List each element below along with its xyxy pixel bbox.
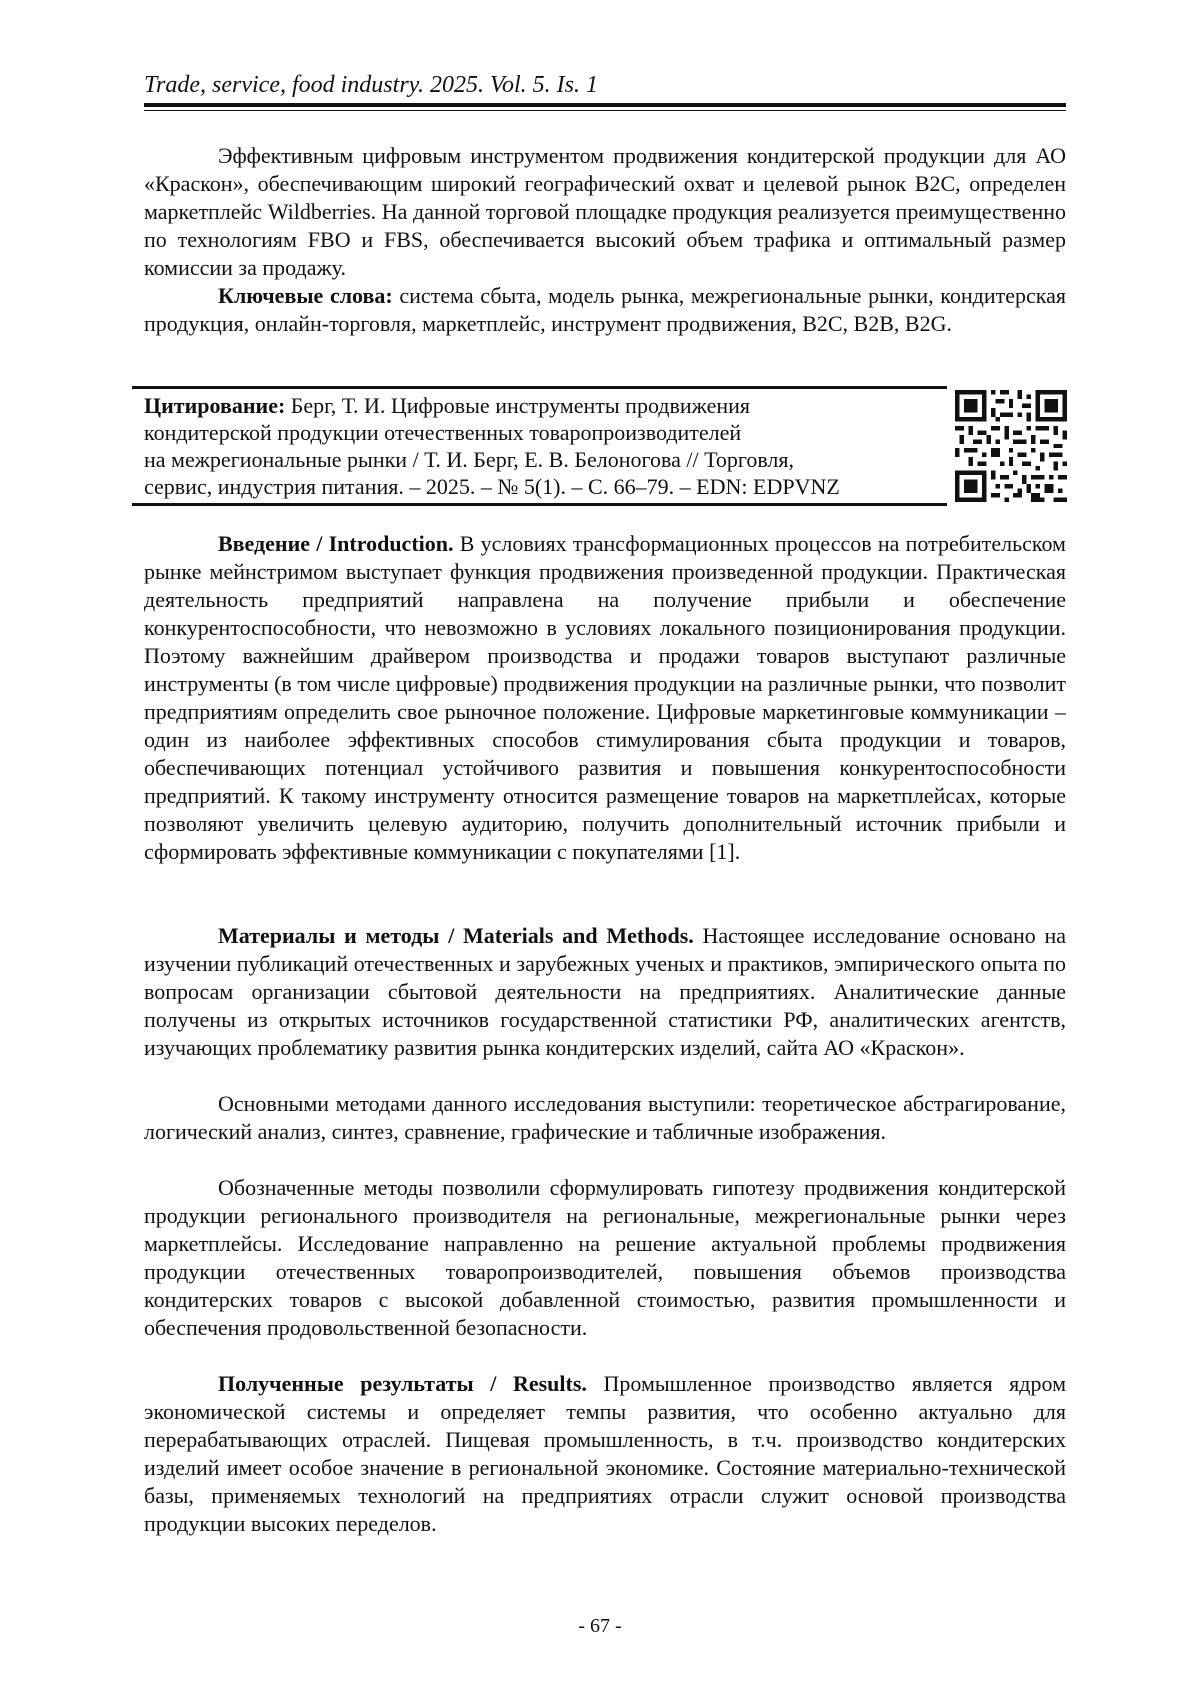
running-title: Trade, service, food industry. 2025. Vol. 5. Is. 1 — [144, 70, 1066, 100]
introduction-text: В условиях трансформационных процессов на потребительском рынке мейнстримом выступает функция продвижения произведенной продукции. Практическая деятельность предприятий направлена на получение прибыли и обеспечение конкурентоспособности, что невозможно в условиях локального позиционирования продукции. Поэтому важнейшим драйвером производства и продажи товаров выступают различные инструменты (в том числе цифровые) продвижения продукции на различные рынки, что позволит предприятиям определить свое рыночное положение. Цифровые маркетинговые коммуникации – один из наиболее эффективных способов стимулирования сбыта продукции и товаров, обеспечивающих потенциал устойчивого развития и повышения конкурентоспособности предприятий. К такому инструменту относится размещение товаров на маркетплейсах, которые позволяют увеличить целевую аудиторию, получить дополнительный источник прибыли и сформировать эффективные коммуникации с покупателями [1]. — [144, 531, 1066, 864]
citation-label: Цитирование: — [144, 393, 285, 418]
abstract-conclusion: Эффективным цифровым инструментом продвижения кондитерской продукции для АО «Краскон», обеспечивающим широкий географический охват и целевой рынок B2C, определен маркетплейс Wildberries. На данной торговой площадке продукция реализуется преимущественно по технологиям FBO и FBS, обеспечивается высокий объем трафика и оптимальный размер комиссии за продажу. — [144, 142, 1066, 282]
methods-paragraph-2: Основными методами данного исследования выступили: теоретическое абстрагирование, логический анализ, синтез, сравнение, графические и табличные изображения. — [144, 1090, 1066, 1146]
citation-line-4: сервис, индустрия питания. – 2025. – № 5(1). – С. 66–79. – EDN: EDPVNZ — [144, 473, 944, 500]
methods-paragraph — [144, 922, 1066, 1062]
header-rule-thin — [144, 110, 1066, 111]
keywords-paragraph — [144, 282, 1066, 338]
results-heading: Полученные результаты / Results. — [218, 1371, 587, 1396]
header-rule-thick — [144, 103, 1066, 107]
citation-rule-top — [132, 386, 947, 389]
results-paragraph — [144, 1370, 1066, 1538]
methods-text: Настоящее исследование основано на изучении публикаций отечественных и зарубежных ученых и практиков, эмпирического опыта по вопросам организации сбытовой деятельности на предприятиях. Аналитические данные получены из открытых источников государственной статистики РФ, аналитических агентств, изучающих проблематику развития рынка кондитерских изделий, сайта АО «Краскон». — [144, 923, 1066, 1060]
keywords-text: система сбыта, модель рынка, межрегиональные рынки, кондитерская продукция, онлайн-торговля, маркетплейс, инструмент продвижения, B2C, B2B, B2G. — [144, 283, 1066, 336]
methods-heading: Материалы и методы / Materials and Methods. — [218, 923, 694, 948]
citation-line-2: кондитерской продукции отечественных товаропроизводителей — [144, 419, 944, 446]
introduction-heading: Введение / Introduction. — [218, 531, 454, 556]
qr-code-icon[interactable] — [955, 390, 1067, 502]
introduction-paragraph — [144, 530, 1066, 866]
citation-line-3: на межрегиональные рынки / Т. И. Берг, Е. В. Белоногова // Торговля, — [144, 446, 944, 473]
citation-rule-bottom — [132, 503, 947, 506]
results-text: Промышленное производство является ядром экономической системы и определяет темпы развития, что особенно актуально для перерабатывающих отраслей. Пищевая промышленность, в т.ч. производство кондитерских изделий имеет особое значение в региональной экономике. Состояние материально-технической базы, применяемых технологий на предприятиях отрасли служит основой производства продукции высоких переделов. — [144, 1371, 1066, 1536]
citation-line-1: Берг, Т. И. Цифровые инструменты продвижения — [285, 393, 750, 418]
keywords-label: Ключевые слова: — [218, 283, 393, 308]
citation-block — [144, 392, 944, 500]
methods-paragraph-3: Обозначенные методы позволили сформулировать гипотезу продвижения кондитерской продукции регионального производителя на региональные, межрегиональные рынки через маркетплейсы. Исследование направленно на решение актуальной проблемы продвижения продукции отечественных товаропроизводителей, повышения объемов производства кондитерских товаров с высокой добавленной стоимостью, развития промышленности и обеспечения продовольственной безопасности. — [144, 1174, 1066, 1342]
page-number: - 67 - — [0, 1613, 1200, 1639]
